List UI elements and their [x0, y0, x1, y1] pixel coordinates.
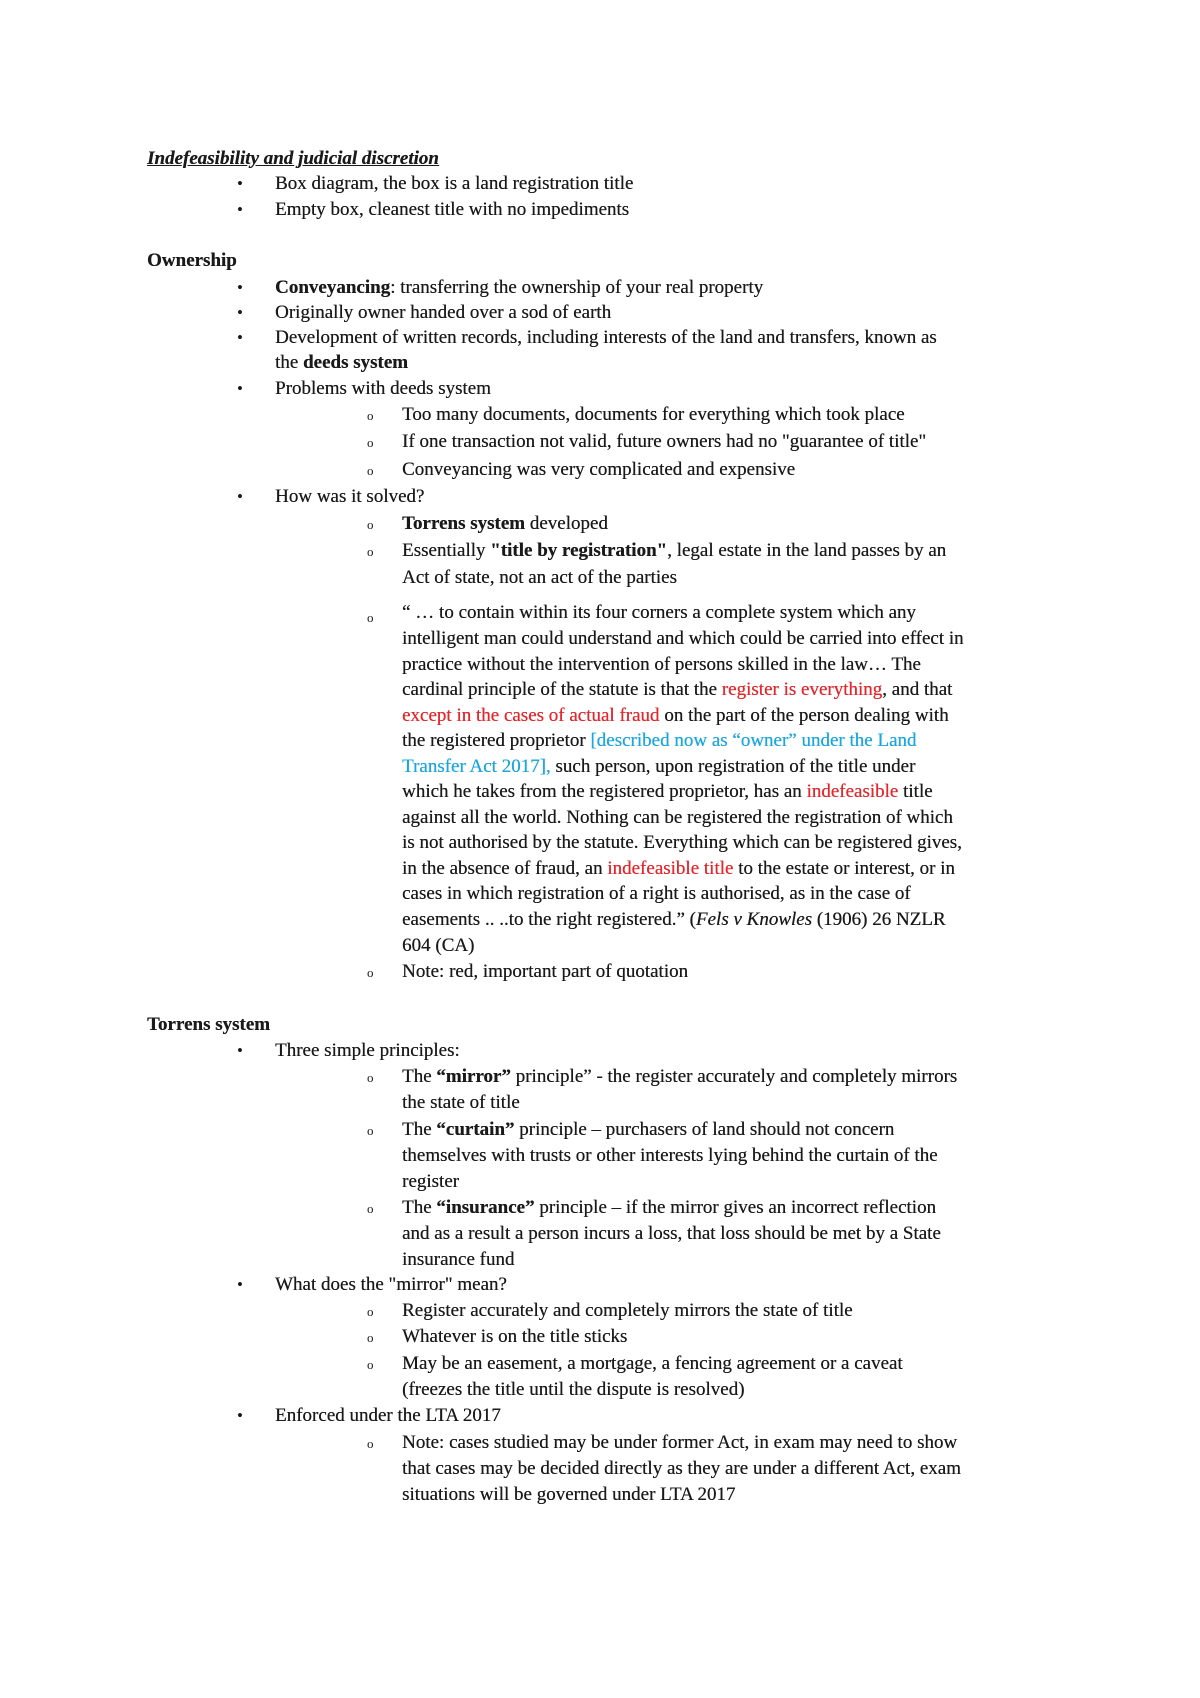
quote-line [402, 755, 915, 779]
sub-list-item: May be an easement, a mortgage, a fencing agreement or a caveat [402, 1353, 903, 1374]
sub-bullet-icon: o [367, 435, 374, 450]
text-run: Essentially [402, 540, 491, 561]
term-definition: : transferring the ownership of your real property [390, 277, 764, 298]
quote-line: “ … to contain within its four corners a complete system which any [402, 602, 916, 623]
bullet-icon: • [237, 1275, 243, 1294]
section-heading-torrens-system: Torrens system [147, 1014, 270, 1035]
list-item [275, 276, 763, 300]
sub-list-item-continuation: situations will be governed under LTA 2017 [402, 1484, 736, 1505]
text-run: title [898, 781, 933, 802]
list-item: Box diagram, the box is a land registration title [275, 173, 634, 194]
bullet-icon: • [237, 1041, 243, 1060]
term-title-by-registration: "title by registration" [490, 540, 668, 561]
text-run: the [275, 352, 303, 373]
list-item: Enforced under the LTA 2017 [275, 1405, 501, 1426]
text-run: easements .. ..to the right registered.” ( [402, 909, 696, 930]
highlight-red: except in the cases of actual fraud [402, 705, 660, 726]
quote-line: 604 (CA) [402, 935, 475, 956]
case-name: Fels v Knowles [695, 909, 812, 930]
text-run: principle – purchasers of land should not concern [514, 1119, 895, 1140]
text-run: principle – if the mirror gives an incorrect reflection [534, 1197, 936, 1218]
sub-list-item-continuation: insurance fund [402, 1249, 515, 1270]
term-insurance: “insurance” [436, 1197, 535, 1218]
list-item: Development of written records, including interests of the land and transfers, known as [275, 327, 937, 348]
highlight-blue: Transfer Act 2017], [402, 756, 551, 777]
bullet-icon: • [237, 1406, 243, 1425]
quote-line [402, 908, 946, 932]
quote-line [402, 857, 955, 881]
list-item: Empty box, cleanest title with no impediments [275, 199, 630, 220]
sub-bullet-icon: o [367, 1330, 374, 1345]
highlight-red: register is everything [721, 679, 883, 700]
sub-bullet-icon: o [367, 1304, 374, 1319]
section-heading-ownership: Ownership [147, 250, 237, 271]
sub-list-item [402, 539, 946, 563]
bullet-icon: • [237, 379, 243, 398]
term-conveyancing: Conveyancing [275, 277, 391, 298]
bullet-icon: • [237, 174, 243, 193]
term-mirror: “mirror” [436, 1066, 511, 1087]
sub-list-item: If one transaction not valid, future owners had no "guarantee of title" [402, 431, 927, 452]
text-run: (1906) 26 NZLR [811, 909, 946, 930]
bullet-icon: • [237, 328, 243, 347]
quote-line [402, 780, 933, 804]
sub-list-item-continuation: the state of title [402, 1092, 520, 1113]
sub-bullet-icon: o [367, 1201, 374, 1216]
sub-list-item: Whatever is on the title sticks [402, 1326, 628, 1347]
term-curtain: “curtain” [436, 1119, 515, 1140]
sub-list-item: Conveyancing was very complicated and expensive [402, 459, 796, 480]
text-run: , legal estate in the land passes by an [667, 540, 947, 561]
sub-list-item-continuation: register [402, 1171, 459, 1192]
sub-bullet-icon: o [367, 1436, 374, 1451]
text-run: in the absence of fraud, an [402, 858, 608, 879]
text-run: which he takes from the registered proprietor, has an [402, 781, 807, 802]
sub-list-item: Register accurately and completely mirrors the state of title [402, 1300, 853, 1321]
sub-bullet-icon: o [367, 517, 374, 532]
bullet-icon: • [237, 487, 243, 506]
sub-bullet-icon: o [367, 544, 374, 559]
list-item: What does the "mirror" mean? [275, 1274, 507, 1295]
sub-list-item [402, 1118, 894, 1142]
text-run: on the part of the person dealing with [659, 705, 949, 726]
highlight-red: indefeasible [806, 781, 899, 802]
text-run: The [402, 1197, 437, 1218]
sub-list-item-continuation: Act of state, not an act of the parties [402, 567, 677, 588]
sub-list-item-continuation: (freezes the title until the dispute is resolved) [402, 1379, 745, 1400]
sub-list-item-continuation: themselves with trusts or other interests lying behind the curtain of the [402, 1145, 938, 1166]
text-run: The [402, 1066, 437, 1087]
sub-bullet-icon: o [367, 1070, 374, 1085]
term-torrens-system: Torrens system [402, 513, 525, 534]
list-item: How was it solved? [275, 486, 425, 507]
sub-list-item [402, 1196, 936, 1220]
quote-line: practice without the intervention of persons skilled in the law… The [402, 654, 921, 675]
text-run: the registered proprietor [402, 730, 591, 751]
quote-line [402, 704, 949, 728]
quote-line [402, 678, 952, 702]
sub-list-item: Note: cases studied may be under former Act, in exam may need to show [402, 1432, 958, 1453]
bullet-icon: • [237, 278, 243, 297]
sub-bullet-icon: o [367, 1357, 374, 1372]
sub-list-item: Too many documents, documents for everything which took place [402, 404, 905, 425]
sub-bullet-icon: o [367, 610, 374, 625]
text-run: developed [524, 513, 608, 534]
list-item: Three simple principles: [275, 1040, 460, 1061]
list-item: Problems with deeds system [275, 378, 491, 399]
sub-list-item [402, 512, 608, 536]
text-run: principle” - the register accurately and completely mirrors [510, 1066, 958, 1087]
sub-bullet-icon: o [367, 1123, 374, 1138]
text-run: The [402, 1119, 437, 1140]
sub-list-item [402, 1065, 957, 1089]
sub-bullet-icon: o [367, 463, 374, 478]
sub-list-item: Note: red, important part of quotation [402, 961, 688, 982]
quote-line [402, 729, 916, 753]
quote-line: intelligent man could understand and which could be carried into effect in [402, 628, 964, 649]
sub-bullet-icon: o [367, 965, 374, 980]
highlight-blue: [described now as “owner” under the Land [590, 730, 917, 751]
list-item: Originally owner handed over a sod of earth [275, 302, 612, 323]
term-deeds-system: deeds system [302, 352, 408, 373]
sub-list-item-continuation: and as a result a person incurs a loss, that loss should be met by a State [402, 1223, 941, 1244]
quote-line: cases in which registration of a right is authorised, as in the case of [402, 883, 911, 904]
quote-line: against all the world. Nothing can be registered the registration of which [402, 807, 953, 828]
sub-list-item-continuation: that cases may be decided directly as they are under a different Act, exam [402, 1458, 961, 1479]
text-run: , and that [882, 679, 953, 700]
text-run: cardinal principle of the statute is that the [402, 679, 722, 700]
bullet-icon: • [237, 303, 243, 322]
bullet-icon: • [237, 200, 243, 219]
sub-bullet-icon: o [367, 408, 374, 423]
section-heading-indefeasibility: Indefeasibility and judicial discretion [147, 148, 439, 169]
text-run: to the estate or interest, or in [733, 858, 955, 879]
quote-line: is not authorised by the statute. Everything which can be registered gives, [402, 832, 962, 853]
list-item-continuation [275, 351, 408, 375]
highlight-red: indefeasible title [607, 858, 734, 879]
text-run: such person, upon registration of the title under [550, 756, 916, 777]
